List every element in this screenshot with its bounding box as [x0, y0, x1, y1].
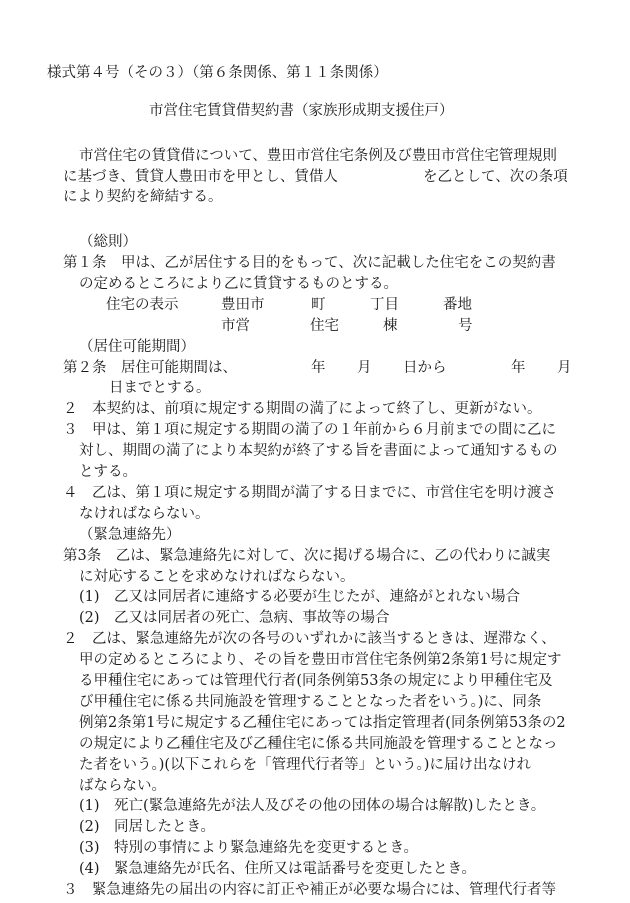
month-label: 月 — [357, 359, 372, 376]
article2-paragraph: ３ 甲は、第１項に規定する期間の満了の１年前から６月前までの間に乙に — [63, 422, 556, 439]
article3-line: び甲種住宅に係る共同施設を管理することとなった者をいう。)に、同条 — [79, 693, 542, 710]
article2-paragraph: ２ 本契約は、前項に規定する期間の満了によって終了し、更新がない。 — [63, 401, 542, 418]
housing-unit: 号 — [458, 317, 473, 334]
preamble-line: を乙として、次の条項 — [423, 168, 568, 185]
article3-line: 甲の定めるところにより、その旨を豊田市営住宅条例第2条第1号に規定す — [79, 652, 562, 669]
housing-municipal: 市営 — [221, 317, 250, 334]
housing-complex: 住宅 — [310, 317, 339, 334]
article2-line: 日までとする。 — [109, 380, 211, 397]
article1-heading: （総則） — [79, 234, 137, 251]
article3-line: 例第2条第1号に規定する乙種住宅にあっては指定管理者(同条例第53条の2 — [79, 714, 566, 731]
article3-line: ３ 緊急連絡先の届出の内容に訂正や補正が必要な場合には、管理代行者等 — [63, 882, 556, 898]
housing-label: 住宅の表示 — [106, 296, 179, 313]
article1-line: 第１条 甲は、乙が居住する目的をもって、次に記載した住宅をこの契約書 — [63, 255, 556, 271]
article3-line: に対応することを求めなければならない。 — [79, 568, 355, 585]
article3-heading: （緊急連絡先） — [79, 526, 181, 543]
article3-item: (1) 死亡(緊急連絡先が法人及びその他の団体の場合は解散)したとき。 — [79, 798, 546, 815]
year-label: 年 — [311, 359, 326, 376]
article2-paragraph: なければならない。 — [79, 505, 210, 522]
preamble-line: 市営住宅の賃貸借について、豊田市営住宅条例及び豊田市営住宅管理規則 — [79, 147, 557, 164]
housing-banchi: 番地 — [443, 296, 472, 313]
housing-city: 豊田市 — [221, 296, 265, 313]
document-title: 市営住宅賃貸借契約書（家族形成期支援住戸） — [149, 103, 454, 119]
article2-paragraph: ４ 乙は、第１項に規定する期間が満了する日までに、市営住宅を明け渡さ — [63, 484, 556, 501]
year-label: 年 — [511, 359, 526, 376]
article3-item: (3) 特別の事情により緊急連絡先を変更するとき。 — [79, 840, 418, 857]
preamble-line: により契約を締結する。 — [63, 189, 223, 206]
day-from-label: 日から — [403, 359, 447, 376]
housing-chome: 丁目 — [370, 296, 399, 313]
article3-line: ２ 乙は、緊急連絡先が次の各号のいずれかに該当するときは、遅滞なく、 — [63, 631, 556, 648]
article3-item: (2) 同居したとき。 — [79, 819, 215, 836]
article3-item: (2) 乙又は同居者の死亡、急病、事故等の場合 — [79, 610, 390, 627]
housing-building: 棟 — [383, 317, 398, 334]
article2-line: 第２条 居住可能期間は、 — [63, 359, 237, 376]
housing-town: 町 — [311, 296, 326, 313]
article3-item: (4) 緊急連絡先が氏名、住所又は電話番号を変更したとき。 — [79, 861, 476, 878]
article3-item: (1) 乙又は同居者に連絡する必要が生じたが、連絡がとれない場合 — [79, 589, 521, 606]
article3-line: 第3条 乙は、緊急連絡先に対して、次に掲げる場合に、乙の代わりに誠実 — [63, 547, 551, 564]
form-label: 様式第４号（その３）（第６条関係、第１１条関係） — [47, 65, 388, 81]
month-label: 月 — [557, 359, 572, 376]
article2-heading: （居住可能期間） — [79, 338, 195, 355]
article3-line: の規定により乙種住宅及び乙種住宅に係る共同施設を管理することとなっ — [79, 735, 558, 752]
article3-line: る甲種住宅にあっては管理代行者(同条例第53条の規定により甲種住宅及 — [79, 673, 553, 689]
preamble-line: に基づき、賃貸人豊田市を甲とし、賃借人 — [63, 168, 338, 185]
article3-line: た者をいう。)(以下これらを「管理代行者等」という。)に届け出なけれ — [79, 756, 531, 773]
article3-line: ばならない。 — [79, 777, 166, 794]
article2-paragraph: とする。 — [79, 464, 137, 480]
article2-paragraph: 対し、期間の満了により本契約が終了する旨を書面によって通知するもの — [79, 443, 558, 460]
article1-line: の定めるところにより乙に賃貸するものとする。 — [79, 275, 398, 292]
